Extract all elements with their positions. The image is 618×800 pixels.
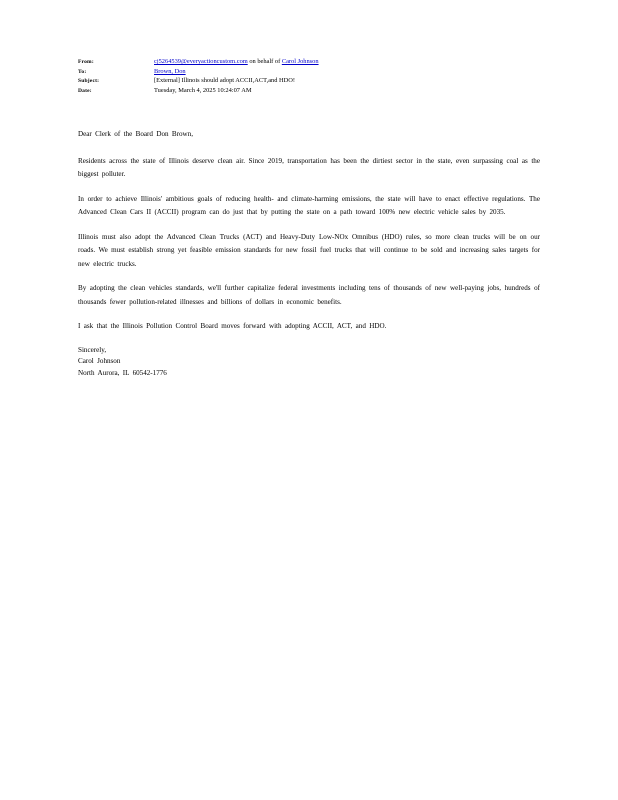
letter-paragraph: Residents across the state of Illinois deserve clean air. Since 2019, transportation has been the dirtiest sector in the state, even surpassing coal as the biggest polluter. [78, 156, 540, 178]
header-row-date [78, 87, 538, 94]
header-label-from: From: [78, 59, 94, 65]
recipient-link[interactable]: Brown, Don [154, 67, 186, 75]
header-value-subject: [External] Illinois should adopt ACCII,ACT,and HDO! [154, 77, 295, 84]
letter-closing: Sincerely, [78, 345, 107, 354]
letter-greeting: Dear Clerk of the Board Don Brown, [78, 130, 193, 138]
signer-name: Carol Johnson [78, 357, 121, 365]
header-value-from [154, 58, 319, 65]
sender-email-link[interactable]: cj5264539@everyactioncustom.com [154, 58, 248, 65]
letter-paragraph: I ask that the Illinois Pollution Control Board moves forward with adopting ACCII, ACT, and HDO. [78, 322, 387, 330]
sender-name-link[interactable]: Carol Johnson [281, 58, 319, 65]
sender-onbehalf-text: on behalf of [247, 58, 282, 65]
header-value-to [154, 68, 186, 75]
letter-paragraph: Illinois must also adopt the Advanced Clean Trucks (ACT) and Heavy-Duty Low-NOx Omnibus (HDO) rules, so more clean trucks will be on our roads. We must establish strong yet feasible emission standards for new fossil fuel trucks that will continue to be sold and increasing sales targets for new electric trucks. [78, 232, 540, 268]
header-row-to [78, 68, 538, 75]
header-value-date: Tuesday, March 4, 2025 10:24:07 AM [154, 86, 252, 94]
header-label-date: Date: [78, 87, 92, 94]
letter-paragraph: By adopting the clean vehicles standards, we'll further capitalize federal investments including tens of thousands of new well-paying jobs, hundreds of thousands fewer pollution-related illnesses and billions of dollars in economic benefits. [78, 284, 540, 306]
header-label-to: To: [78, 68, 87, 75]
email-header [78, 58, 538, 96]
letter-body [78, 128, 540, 379]
signature-block [78, 345, 540, 380]
letter-paragraph: In order to achieve Illinois' ambitious goals of reducing health- and climate-harming emissions, the state will have to enact effective regulations. The Advanced Clean Cars II (ACCII) program can do just that by putting the state on a path toward 100% new electric vehicle sales by 2035. [78, 194, 540, 216]
signer-address: North Aurora, IL 60542-1776 [78, 368, 167, 377]
header-label-subject: Subject: [78, 78, 100, 84]
header-row-from [78, 58, 538, 65]
header-row-subject [78, 77, 538, 84]
